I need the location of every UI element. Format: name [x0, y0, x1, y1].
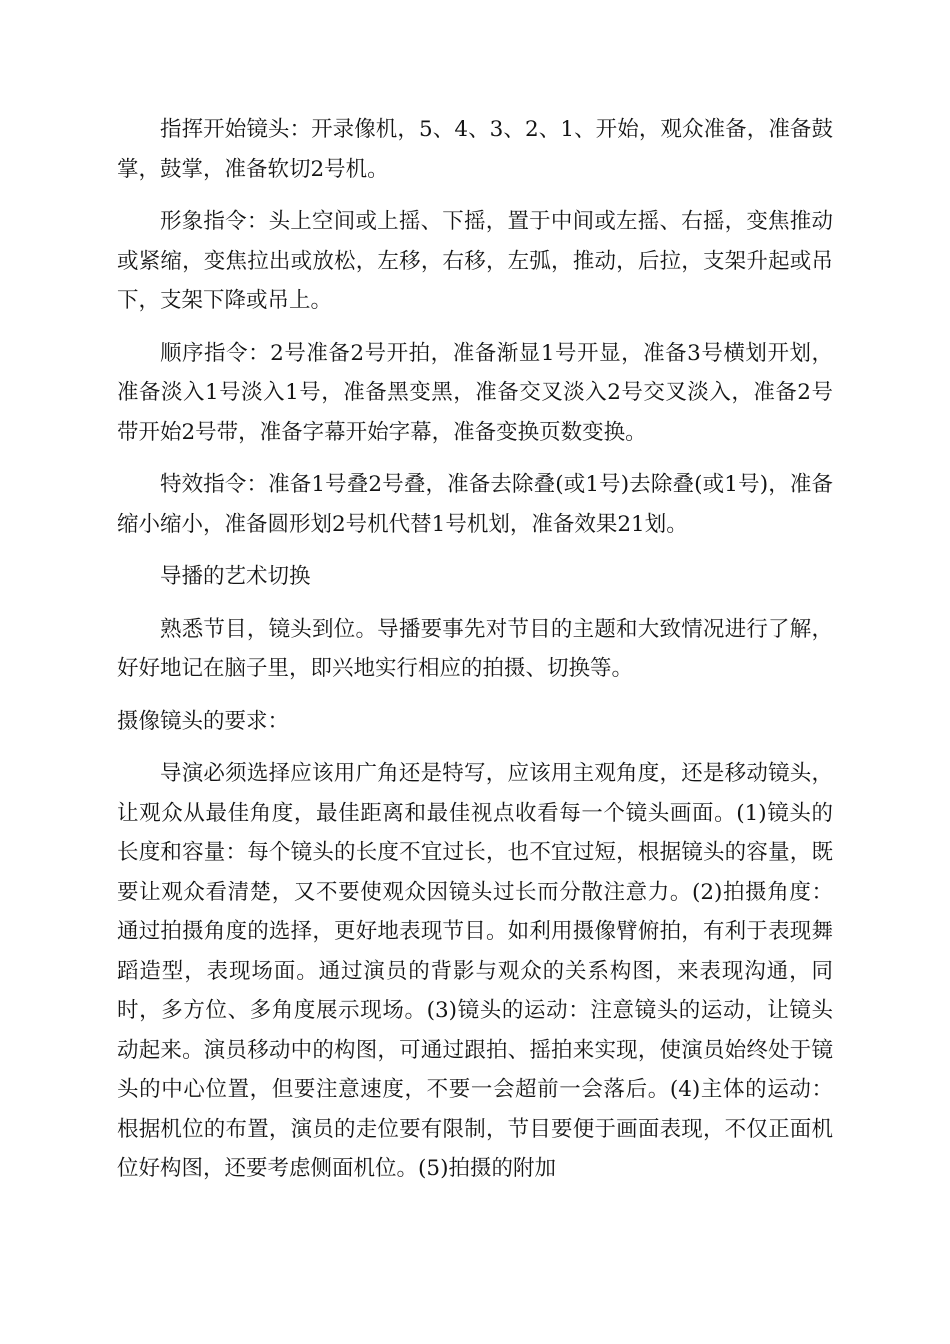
paragraph-image-command: 形象指令：头上空间或上摇、下摇，置于中间或左摇、右摇，变焦推动或紧缩，变焦拉出或放松，左移，右移，左弧，推动，后拉，支架升起或吊下，支架下降或吊上。: [117, 209, 833, 313]
paragraph-start-shot-command: 指挥开始镜头：开录像机，5、4、3、2、1、开始，观众准备，准备鼓掌，鼓掌，准备软切2号机。: [117, 117, 833, 182]
document-body: [117, 110, 833, 1202]
paragraph-familiarize-program: 熟悉节目，镜头到位。导播要事先对节目的主题和大致情况进行了解，好好地记在脑子里，即兴地实行相应的拍摄、切换等。: [117, 616, 833, 681]
section-heading-art-of-switching: 导播的艺术切换: [160, 564, 311, 589]
section-heading-camera-requirements: 摄像镜头的要求：: [117, 708, 290, 734]
paragraph-camera-requirements-body: 导演必须选择应该用广角还是特写，应该用主观角度，还是移动镜头，让观众从最佳角度，最佳距离和最佳视点收看每一个镜头画面。(1)镜头的长度和容量：每个镜头的长度不宜过长，也不宜过短，根据镜头的容量，既要让观众看清楚，又不要使观众因镜头过长而分散注意力。(2)拍摄角度：通过拍摄角度的选择，更好地表现节目。如利用摄像臂俯拍，有利于表现舞蹈造型，表现场面。通过演员的背影与观众的关系构图，来表现沟通，同时，多方位、多角度展示现场。(3)镜头的运动：注意镜头的运动，让镜头动起来。演员移动中的构图，可通过跟拍、摇拍来实现，使演员始终处于镜头的中心位置，但要注意速度，不要一会超前一会落后。(4)主体的运动：根据机位的布置，演员的走位要有限制，节目要便于画面表现，不仅正面机位好构图，还要考虑侧面机位。(5)拍摄的附加: [117, 761, 833, 1181]
paragraph-effects-command: 特效指令：准备1号叠2号叠，准备去除叠(或1号)去除叠(或1号)，准备缩小缩小，准备圆形划2号机代替1号机划，准备效果21划。: [117, 472, 833, 537]
paragraph-sequence-command: 顺序指令：2号准备2号开拍，准备渐显1号开显，准备3号横划开划，准备淡入1号淡入1号，准备黑变黑，准备交叉淡入2号交叉淡入，准备2号带开始2号带，准备字幕开始字幕，准备变换页数变换。: [117, 340, 834, 445]
